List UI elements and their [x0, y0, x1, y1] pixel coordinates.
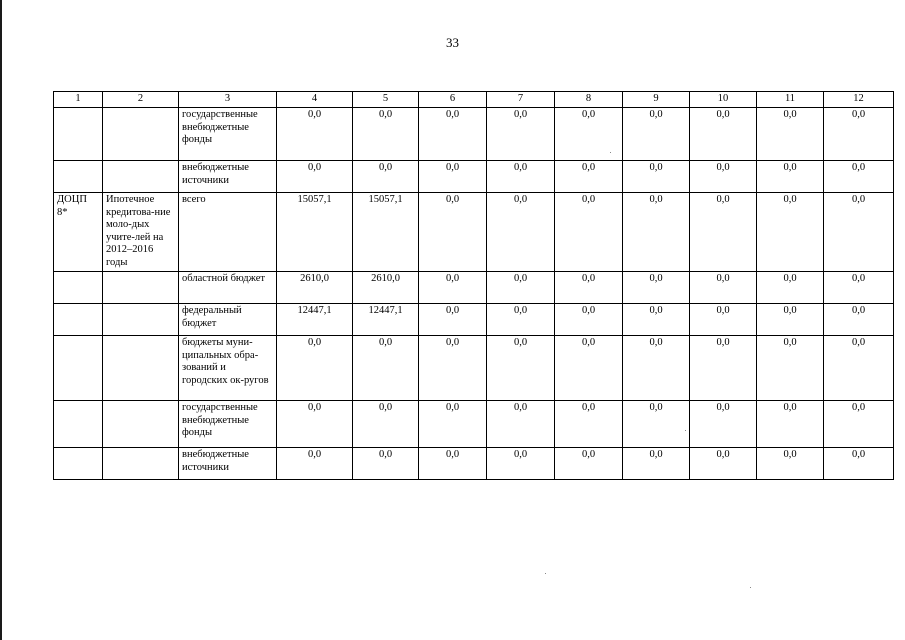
value-cell: 0,0	[555, 401, 623, 448]
header-cell: 7	[487, 92, 555, 108]
value-cell: 0,0	[419, 448, 487, 480]
value-cell: 0,0	[487, 161, 555, 193]
value-cell: 0,0	[277, 108, 353, 161]
value-cell: 0,0	[353, 108, 419, 161]
page-number: 33	[446, 35, 459, 50]
value-cell: 0,0	[623, 336, 690, 401]
value-cell: 0,0	[419, 304, 487, 336]
program-code-cell	[54, 448, 103, 480]
header-cell: 4	[277, 92, 353, 108]
value-cell: 0,0	[353, 448, 419, 480]
value-cell: 0,0	[623, 448, 690, 480]
value-cell: 0,0	[757, 304, 824, 336]
funding-source-cell: федеральный бюджет	[179, 304, 277, 336]
value-cell: 0,0	[419, 336, 487, 401]
value-cell: 0,0	[824, 108, 894, 161]
program-name-cell	[103, 304, 179, 336]
value-cell: 0,0	[690, 161, 757, 193]
value-cell: 0,0	[419, 401, 487, 448]
program-code-cell: ДОЦП 8*	[54, 193, 103, 272]
table-row	[54, 193, 894, 272]
scan-speck	[685, 430, 686, 431]
value-cell: 0,0	[623, 108, 690, 161]
value-cell: 0,0	[824, 272, 894, 304]
table-row	[54, 336, 894, 401]
value-cell: 0,0	[757, 336, 824, 401]
value-cell: 0,0	[824, 304, 894, 336]
value-cell: 0,0	[757, 272, 824, 304]
value-cell: 0,0	[690, 448, 757, 480]
value-cell: 0,0	[487, 304, 555, 336]
value-cell: 0,0	[277, 336, 353, 401]
value-cell: 0,0	[353, 401, 419, 448]
value-cell: 0,0	[824, 336, 894, 401]
value-cell: 2610,0	[353, 272, 419, 304]
program-code-cell	[54, 161, 103, 193]
scan-speck	[610, 152, 611, 153]
funding-source-cell: государственные внебюджетные фонды	[179, 108, 277, 161]
program-code-cell	[54, 304, 103, 336]
value-cell: 0,0	[487, 448, 555, 480]
value-cell: 0,0	[623, 304, 690, 336]
funding-source-cell: всего	[179, 193, 277, 272]
value-cell: 0,0	[487, 108, 555, 161]
value-cell: 0,0	[824, 401, 894, 448]
value-cell: 0,0	[277, 401, 353, 448]
value-cell: 0,0	[824, 448, 894, 480]
value-cell: 0,0	[419, 161, 487, 193]
funding-source-cell: областной бюджет	[179, 272, 277, 304]
value-cell: 0,0	[555, 304, 623, 336]
scan-speck	[545, 573, 546, 574]
header-cell: 8	[555, 92, 623, 108]
value-cell: 0,0	[690, 401, 757, 448]
program-code-cell	[54, 108, 103, 161]
header-cell: 12	[824, 92, 894, 108]
value-cell: 0,0	[690, 272, 757, 304]
budget-table	[53, 91, 894, 480]
value-cell: 0,0	[757, 193, 824, 272]
table-row	[54, 108, 894, 161]
funding-source-cell: государственные внебюджетные фонды	[179, 401, 277, 448]
scan-speck	[750, 587, 751, 588]
header-cell: 1	[54, 92, 103, 108]
header-cell: 5	[353, 92, 419, 108]
value-cell: 0,0	[690, 193, 757, 272]
value-cell: 0,0	[555, 108, 623, 161]
value-cell: 0,0	[824, 161, 894, 193]
value-cell: 0,0	[487, 272, 555, 304]
funding-source-cell: бюджеты муни-ципальных обра-зований и городских ок-ругов	[179, 336, 277, 401]
value-cell: 0,0	[353, 161, 419, 193]
table-row	[54, 272, 894, 304]
value-cell: 0,0	[487, 336, 555, 401]
value-cell: 0,0	[757, 161, 824, 193]
header-cell: 2	[103, 92, 179, 108]
table-row	[54, 448, 894, 480]
value-cell: 0,0	[555, 272, 623, 304]
scan-left-edge	[0, 0, 2, 640]
value-cell: 0,0	[555, 336, 623, 401]
value-cell: 0,0	[690, 336, 757, 401]
value-cell: 0,0	[555, 193, 623, 272]
value-cell: 0,0	[555, 161, 623, 193]
program-name-cell: Ипотечное кредитова-ние моло-дых учите-лей на 2012–2016 годы	[103, 193, 179, 272]
value-cell: 0,0	[623, 401, 690, 448]
value-cell: 12447,1	[353, 304, 419, 336]
value-cell: 0,0	[757, 108, 824, 161]
value-cell: 0,0	[353, 336, 419, 401]
program-code-cell	[54, 401, 103, 448]
table-row	[54, 401, 894, 448]
value-cell: 0,0	[623, 272, 690, 304]
program-name-cell	[103, 161, 179, 193]
program-name-cell	[103, 401, 179, 448]
value-cell: 15057,1	[277, 193, 353, 272]
value-cell: 0,0	[419, 193, 487, 272]
program-name-cell	[103, 448, 179, 480]
program-name-cell	[103, 336, 179, 401]
header-row	[54, 92, 894, 108]
header-cell: 11	[757, 92, 824, 108]
program-name-cell	[103, 108, 179, 161]
header-cell: 10	[690, 92, 757, 108]
value-cell: 0,0	[757, 448, 824, 480]
value-cell: 0,0	[623, 193, 690, 272]
table-row	[54, 161, 894, 193]
header-cell: 9	[623, 92, 690, 108]
table-row	[54, 304, 894, 336]
value-cell: 15057,1	[353, 193, 419, 272]
header-cell: 3	[179, 92, 277, 108]
value-cell: 0,0	[690, 108, 757, 161]
value-cell: 0,0	[555, 448, 623, 480]
funding-source-cell: внебюджетные источники	[179, 161, 277, 193]
program-name-cell	[103, 272, 179, 304]
program-code-cell	[54, 336, 103, 401]
value-cell: 0,0	[690, 304, 757, 336]
value-cell: 0,0	[824, 193, 894, 272]
value-cell: 0,0	[419, 272, 487, 304]
value-cell: 0,0	[623, 161, 690, 193]
value-cell: 0,0	[487, 193, 555, 272]
value-cell: 0,0	[277, 448, 353, 480]
value-cell: 0,0	[757, 401, 824, 448]
program-code-cell	[54, 272, 103, 304]
value-cell: 0,0	[277, 161, 353, 193]
value-cell: 0,0	[487, 401, 555, 448]
header-cell: 6	[419, 92, 487, 108]
funding-source-cell: внебюджетные источники	[179, 448, 277, 480]
value-cell: 2610,0	[277, 272, 353, 304]
value-cell: 0,0	[419, 108, 487, 161]
value-cell: 12447,1	[277, 304, 353, 336]
